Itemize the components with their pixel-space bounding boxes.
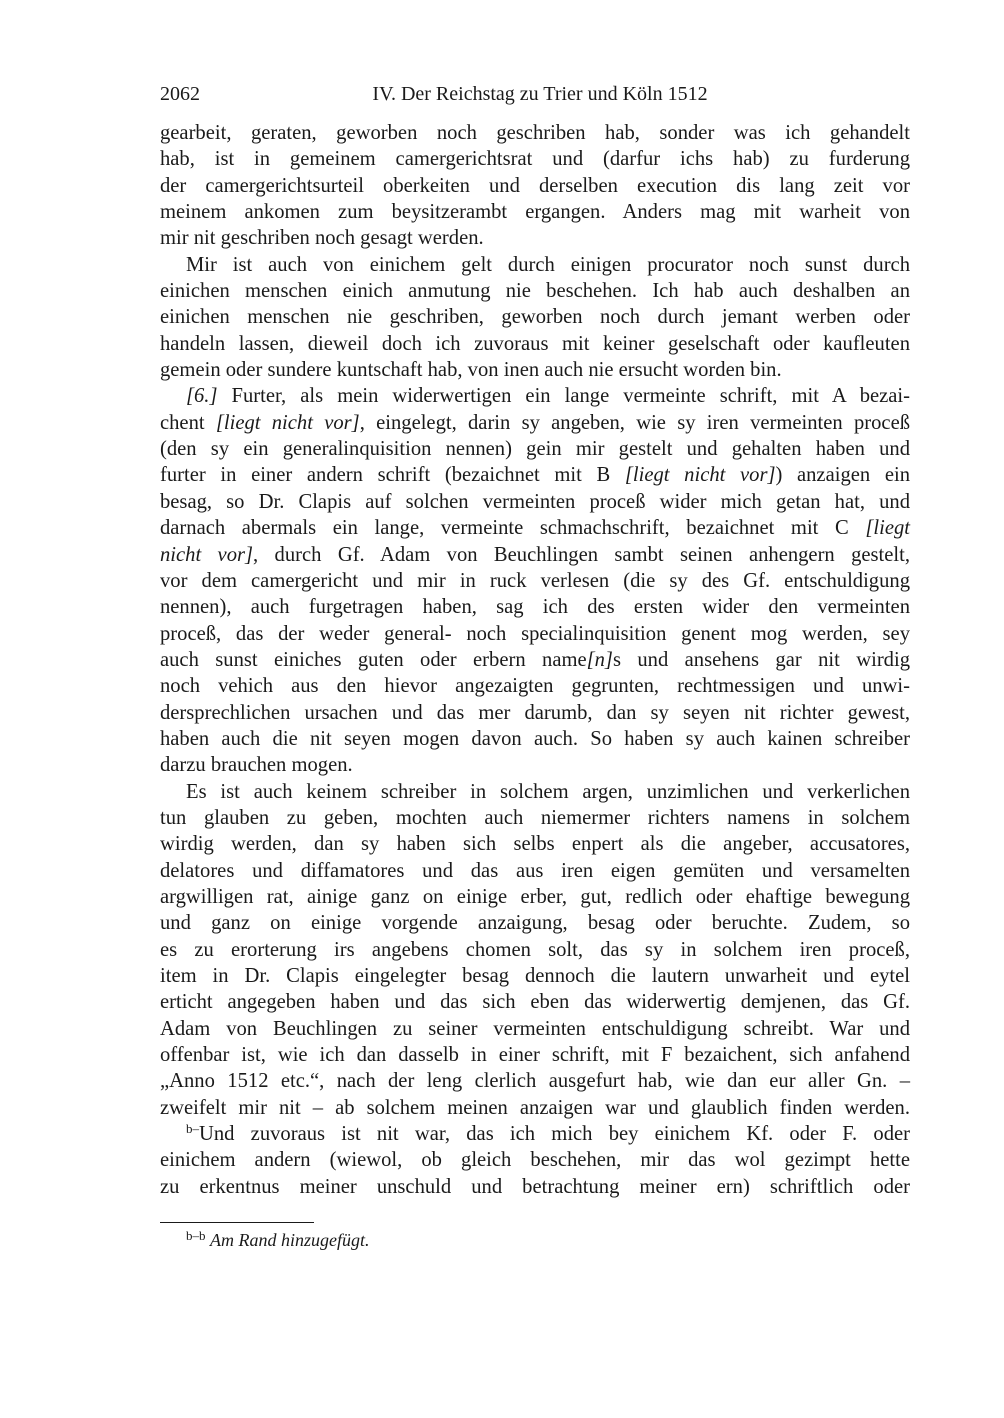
footnote-divider [160, 1222, 314, 1223]
text-line [160, 462, 910, 488]
text-segment: s und ansehens gar nit wirdig [612, 648, 910, 671]
text-line [160, 989, 910, 1015]
text-segment: Und zuvoraus ist nit war, das ich mich bey einichem Kf. oder F. oder [199, 1123, 910, 1146]
text-segment: vor dem camergericht und mir in ruck verlesen (die sy des Gf. entschuldigung [160, 569, 910, 592]
text-line [160, 120, 910, 146]
footnote-text: Am Rand hinzugefügt. [210, 1230, 370, 1250]
text-segment: Mir ist auch von einichem gelt durch einigen procurator noch sunst durch [186, 253, 910, 276]
text-line [160, 1147, 910, 1173]
text-line [160, 963, 910, 989]
editorial-note: [6.] [186, 385, 218, 408]
text-segment: proceß, das der weder general- noch specialinquisition genent mog werden, sey [160, 622, 910, 645]
text-line [160, 726, 910, 752]
editorial-note: [liegt nicht vor] [215, 411, 360, 434]
editorial-note: nicht vor] [160, 543, 254, 566]
text-line [160, 858, 910, 884]
text-segment: meinem ankomen zum beysitzerambt ergangen. Anders mag mit warheit von [160, 201, 910, 224]
page-number: 2062 [160, 83, 200, 105]
text-segment: chent [160, 411, 216, 434]
text-line [160, 1068, 910, 1094]
text-line [160, 884, 910, 910]
text-line [160, 173, 910, 199]
text-segment: Furter, als mein widerwertigen ein lange vermeinte schrift, mit A bezai- [217, 385, 910, 408]
text-line [160, 568, 910, 594]
running-title: IV. Der Reichstag zu Trier und Köln 1512 [372, 83, 708, 105]
text-segment: zu erkentnus meiner unschuld und betrachtung meiner ern) schriftlich oder [160, 1175, 910, 1198]
text-line [160, 410, 910, 436]
text-line [160, 673, 910, 699]
text-line [160, 910, 910, 936]
footnote [186, 1228, 370, 1252]
text-line [160, 1095, 910, 1121]
text-segment: einichen menschen nie geschriben, geworben noch durch jemant werben oder [160, 306, 910, 329]
text-segment: zweifelt mir nit – ab solchem meinen anzaigen war und glaublich finden werden. [160, 1096, 910, 1119]
text-line [160, 199, 910, 225]
text-line [160, 647, 910, 673]
text-segment: haben auch die nit seyen mogen davon auch. So haben sy auch kainen schreiber [160, 727, 910, 750]
text-segment: erticht angegeben haben und das sich eben das widerwertig demjenen, das Gf. [160, 991, 910, 1014]
text-line [160, 278, 910, 304]
text-segment: wirdig werden, dan sy haben sich selbs enpert als die angeber, accusatores, [160, 833, 910, 856]
text-line [160, 225, 910, 251]
text-segment: gemein oder sundere kuntschaft hab, von inen auch nie ersucht worden bin. [160, 359, 782, 382]
text-segment: ) anzaigen ein [775, 464, 910, 487]
text-segment: nennen), auch furgetragen haben, sag ich des ersten wider den vermeinten [160, 596, 910, 619]
text-segment: noch vehich aus den hievor angezaigten gegrunten, rechtmessigen und unwi- [160, 675, 910, 698]
paragraph-start-line [160, 779, 910, 805]
text-line [160, 752, 910, 778]
running-head [160, 80, 910, 108]
paragraph-start-line [160, 383, 910, 409]
text-segment: mir nit geschriben noch gesagt werden. [160, 227, 484, 250]
text-line [160, 489, 910, 515]
text-segment: es zu erorterung irs angebens chomen solt, das sy in solchem iren proceß, [160, 938, 910, 961]
text-line [160, 304, 910, 330]
text-line [160, 831, 910, 857]
text-line [160, 146, 910, 172]
text-segment: handeln lassen, dieweil doch ich zuvoraus mit keiner geselschaft oder kaufleuten [160, 332, 910, 355]
text-segment: tun glauben zu geben, mochten auch niemermer richters namens in solchem [160, 806, 910, 829]
text-segment: argwilligen rat, ainige ganz on einige erber, gut, redlich oder ehaftige bewegung [160, 885, 910, 908]
text-segment: item in Dr. Clapis eingelegter besag dennoch die lautern unwarheit und eytel [160, 965, 910, 987]
text-segment: „Anno 1512 etc.“, nach der leng clerlich ausgefurt hab, wie dan eur aller Gn. – [160, 1070, 910, 1093]
text-segment: , durch Gf. Adam von Beuchlingen sambt seinen anhengern gestelt, [253, 543, 911, 566]
text-line [160, 542, 910, 568]
text-segment: furter in einer andern schrift (bezaichnet mit B [160, 464, 625, 487]
text-segment: (den sy ein generalinquisition nennen) gein mir gestelt und gehalten haben und [160, 438, 910, 461]
text-line [160, 1042, 910, 1068]
text-segment: Adam von Beuchlingen zu seiner vermeinten entschuldigung schreibt. War und [160, 1017, 910, 1040]
text-segment: einichem andern (wiewol, ob gleich beschehen, mir das wol gezimpt hette [160, 1149, 910, 1172]
text-line [160, 436, 910, 462]
text-segment: dersprechlichen ursachen und das mer darumb, dan sy seyen nit richter gewest, [160, 701, 910, 724]
text-segment: der camergerichtsurteil oberkeiten und derselben execution dis lang zeit vor [160, 174, 910, 197]
text-segment: auch sunst einiches guten oder erbern name [160, 648, 587, 671]
text-segment: darzu brauchen mogen. [160, 754, 353, 777]
text-segment: und ganz on einige vorgende anzaigung, besag oder beruchte. Zudem, so [160, 912, 910, 935]
text-segment: einichen menschen einich anmutung nie beschehen. Ich hab auch deshalben an [160, 280, 910, 303]
editorial-note: [liegt [865, 517, 910, 540]
text-segment: besag, so Dr. Clapis auf solchen vermeinten proceß wider mich getan hat, und [160, 490, 910, 513]
text-line [160, 1016, 910, 1042]
text-line [160, 700, 910, 726]
text-line [160, 621, 910, 647]
text-line [160, 805, 910, 831]
text-line [160, 515, 910, 541]
variant-mark: b– [186, 1121, 199, 1137]
editorial-note: [liegt nicht vor] [624, 464, 776, 487]
text-segment: Es ist auch keinem schreiber in solchem argen, unzimlichen und verkerlichen [186, 780, 910, 803]
text-line [160, 357, 910, 383]
text-line [160, 1174, 910, 1200]
body-text [160, 120, 910, 1200]
text-line [160, 594, 910, 620]
text-segment: , eingelegt, darin sy angeben, wie sy iren vermeinten proceß [359, 411, 911, 434]
paragraph-start-line [160, 252, 910, 278]
text-line [160, 937, 910, 963]
text-segment: delatores und diffamatores und das aus iren eigen gemüten und versamelten [160, 859, 910, 882]
editorial-note: [n] [586, 648, 613, 671]
paragraph-start-line [160, 1121, 910, 1147]
text-line [160, 331, 910, 357]
text-segment: offenbar ist, wie ich dan dasselb in einer schrift, mit F bezaichent, sich anfahend [160, 1044, 910, 1067]
text-segment: gearbeit, geraten, geworben noch geschriben hab, sonder was ich gehandelt [160, 122, 910, 144]
text-segment: hab, ist in gemeinem camergerichtsrat und (darfur ichs hab) zu furderung [160, 148, 910, 171]
text-segment: darnach abermals ein lange, vermeinte schmachschrift, bezaichnet mit C [160, 517, 866, 540]
footnote-mark: b–b [186, 1228, 206, 1243]
